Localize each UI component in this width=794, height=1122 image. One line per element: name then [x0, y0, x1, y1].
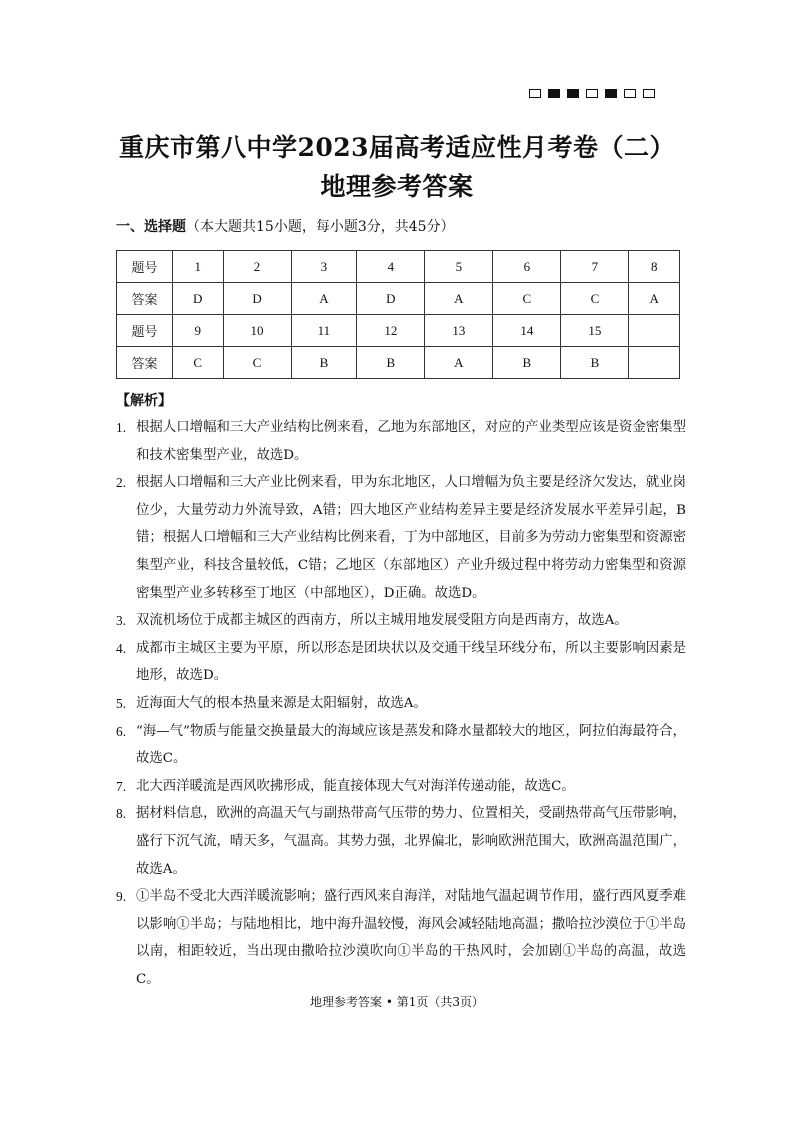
- table-cell: 13: [425, 315, 493, 347]
- analysis-list: [116, 414, 686, 993]
- page-title: 重庆市第八中学2023届高考适应性月考卷（二）: [118, 133, 676, 162]
- table-cell: 3: [291, 251, 357, 283]
- item-number: 1.: [116, 420, 127, 435]
- table-row: [117, 315, 680, 347]
- empty-square-mark: [624, 89, 636, 98]
- analysis-heading: 【解析】: [116, 393, 172, 409]
- page-footer: 地理参考答案 • 第1页（共3页）: [310, 995, 484, 1009]
- item-text: 北大西洋暖流是西风吹拂形成，能直接体现大气对海洋传递动能，故选C。: [136, 778, 575, 794]
- table-cell: 1: [173, 251, 224, 283]
- item-text: 近海面大气的根本热量来源是太阳辐射，故选A。: [136, 695, 427, 711]
- item-text: 双流机场位于成都主城区的西南方，所以主城用地发展受阻方向是西南方，故选A。: [136, 613, 628, 629]
- item-number: 9.: [116, 889, 127, 905]
- table-cell: 5: [425, 251, 493, 283]
- table-cell: C: [493, 283, 561, 315]
- table-cell: B: [561, 347, 629, 379]
- empty-square-mark: [586, 89, 598, 98]
- table-row: [117, 347, 680, 379]
- item-number: 4.: [116, 640, 127, 656]
- filled-square-mark: [605, 89, 617, 98]
- table-cell: B: [291, 347, 357, 379]
- item-text: “海—气”物质与能量交换量最大的海域应该是蒸发和降水量都较大的地区，阿拉伯海最符合，故选C。: [136, 723, 686, 767]
- item-number: 5.: [116, 695, 127, 711]
- table-cell: 10: [223, 315, 291, 347]
- table-cell: [629, 347, 680, 379]
- empty-square-mark: [529, 89, 541, 98]
- analysis-item: [116, 414, 686, 469]
- analysis-item: [116, 607, 686, 635]
- analysis-item: [116, 773, 686, 801]
- filled-square-mark: [567, 89, 579, 98]
- table-cell: B: [357, 347, 425, 379]
- table-cell: 2: [223, 251, 291, 283]
- item-number: 6.: [116, 723, 127, 739]
- item-number: 2.: [116, 475, 127, 491]
- table-cell: 15: [561, 315, 629, 347]
- analysis-item: [116, 469, 686, 607]
- item-text: ①半岛不受北大西洋暖流影响；盛行西风来自海洋，对陆地气温起调节作用，盛行西风夏季难以影响①半岛；与陆地相比，地中海升温较慢，海风会减轻陆地高温；撒哈拉沙漠位于①半岛以南，相距较近，当出现由撒哈拉沙漠吹向①半岛的干热风时，会加剧①半岛的高温，故选C。: [136, 889, 686, 987]
- table-cell: 11: [291, 315, 357, 347]
- table-cell: C: [173, 347, 224, 379]
- table-cell: B: [493, 347, 561, 379]
- filled-square-mark: [548, 89, 560, 98]
- corner-marks: [529, 89, 655, 98]
- analysis-item: [116, 800, 686, 883]
- table-cell: 12: [357, 315, 425, 347]
- table-cell: D: [357, 283, 425, 315]
- item-number: 3.: [116, 613, 127, 629]
- table-cell: C: [223, 347, 291, 379]
- table-cell: A: [291, 283, 357, 315]
- table-cell: D: [173, 283, 224, 315]
- item-text: 成都市主城区主要为平原，所以形态是团块状以及交通干线呈环线分布，所以主要影响因素是地形，故选D。: [136, 640, 686, 684]
- page-subtitle: 地理参考答案: [320, 172, 474, 201]
- section-note: （本大题共15小题，每小题3分，共45分）: [186, 219, 455, 235]
- table-cell: 14: [493, 315, 561, 347]
- table-cell: [629, 315, 680, 347]
- table-cell: A: [629, 283, 680, 315]
- table-cell: 6: [493, 251, 561, 283]
- row-label: 答案: [117, 347, 173, 379]
- item-text: 根据人口增幅和三大产业结构比例来看，乙地为东部地区，对应的产业类型应该是资金密集型和技术密集型产业，故选D。: [136, 420, 686, 463]
- row-label: 题号: [117, 315, 173, 347]
- analysis-item: [116, 718, 686, 773]
- item-number: 8.: [116, 806, 127, 822]
- item-text: 根据人口增幅和三大产业比例来看，甲为东北地区，人口增幅为负主要是经济欠发达，就业岗位少，大量劳动力外流导致，A错；四大地区产业结构差异主要是经济发展水平差异引起，B错；根据人口增幅和三大产业结构比例来看，丁为中部地区，目前多为劳动力密集型和资源密集型产业，科技含量较低，C错；乙地区（东部地区）产业升级过程中将劳动力密集型和资源密集型产业多转移至丁地区（中部地区），D正确。故选D。: [136, 475, 686, 601]
- empty-square-mark: [643, 89, 655, 98]
- analysis-item: [116, 690, 686, 718]
- row-label: 题号: [117, 251, 173, 283]
- table-cell: 8: [629, 251, 680, 283]
- table-cell: 4: [357, 251, 425, 283]
- table-cell: 7: [561, 251, 629, 283]
- table-cell: 9: [173, 315, 224, 347]
- row-label: 答案: [117, 283, 173, 315]
- item-text: 据材料信息，欧洲的高温天气与副热带高气压带的势力、位置相关，受副热带高气压带影响，盛行下沉气流，晴天多，气温高。其势力强，北界偏北，影响欧洲范围大，欧洲高温范围广，故选A。: [136, 806, 686, 877]
- analysis-item: [116, 635, 686, 690]
- table-cell: D: [223, 283, 291, 315]
- table-cell: A: [425, 283, 493, 315]
- item-number: 7.: [116, 778, 127, 794]
- table-cell: C: [561, 283, 629, 315]
- table-row: [117, 251, 680, 283]
- section-label: 一、选择题: [116, 219, 186, 235]
- answer-table: [116, 250, 680, 379]
- table-row: [117, 283, 680, 315]
- table-cell: A: [425, 347, 493, 379]
- analysis-item: [116, 883, 686, 993]
- section-heading: [116, 216, 455, 236]
